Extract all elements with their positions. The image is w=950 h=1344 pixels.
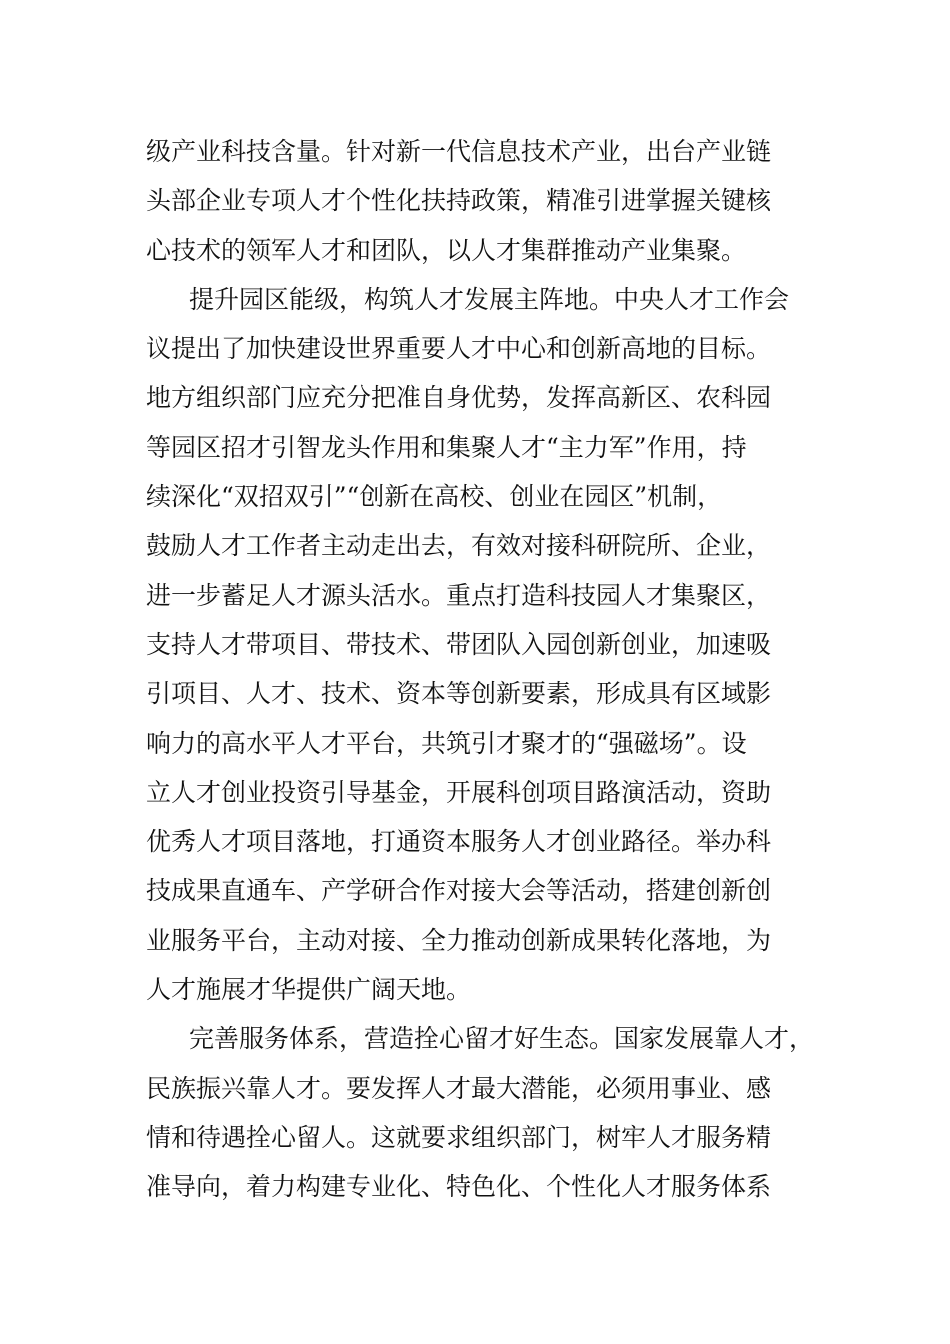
text-line: 进一步蓄足人才源头活水。重点打造科技园人才集聚区， xyxy=(146,580,772,610)
text-line: 等园区招才引智龙头作用和集聚人才“主力军”作用，持 xyxy=(146,432,747,462)
text-line: 引项目、人才、技术、资本等创新要素，形成具有区域影 xyxy=(146,679,772,709)
text-line: 准导向，着力构建专业化、特色化、个性化人才服务体系 xyxy=(146,1172,772,1202)
text-line: 议提出了加快建设世界重要人才中心和创新高地的目标。 xyxy=(146,334,772,364)
text-line: 心技术的领军人才和团队，以人才集群推动产业集聚。 xyxy=(146,235,747,265)
text-line: 头部企业专项人才个性化扶持政策，精准引进掌握关键核 xyxy=(146,186,772,216)
text-line: 响力的高水平人才平台，共筑引才聚才的“强磁场”。设 xyxy=(146,728,747,758)
text-line: 级产业科技含量。针对新一代信息技术产业，出台产业链 xyxy=(146,137,772,166)
text-line: 技成果直通车、产学研合作对接大会等活动，搭建创新创 xyxy=(146,876,772,906)
text-line: 支持人才带项目、带技术、带团队入园创新创业，加速吸 xyxy=(146,629,772,659)
paragraph-first-line: 完善服务体系，营造拴心留才好生态。国家发展靠人才， xyxy=(189,1024,815,1054)
text-line: 情和待遇拴心留人。这就要求组织部门，树牢人才服务精 xyxy=(146,1122,772,1152)
text-line: 业服务平台，主动对接、全力推动创新成果转化落地，为 xyxy=(146,925,772,955)
document-body xyxy=(146,127,815,1212)
text-line: 立人才创业投资引导基金，开展科创项目路演活动，资助 xyxy=(146,777,772,807)
text-line: 地方组织部门应充分把准自身优势，发挥高新区、农科园 xyxy=(146,383,772,413)
text-line: 人才施展才华提供广阔天地。 xyxy=(146,975,472,1005)
text-line: 续深化“双招双引”“创新在高校、创业在园区”机制， xyxy=(146,482,723,512)
paragraph-first-line: 提升园区能级，构筑人才发展主阵地。中央人才工作会 xyxy=(189,284,790,314)
text-line: 民族振兴靠人才。要发挥人才最大潜能，必须用事业、感 xyxy=(146,1073,772,1103)
text-line: 优秀人才项目落地，打通资本服务人才创业路径。举办科 xyxy=(146,827,772,857)
text-line: 鼓励人才工作者主动走出去，有效对接科研院所、企业， xyxy=(146,531,772,561)
